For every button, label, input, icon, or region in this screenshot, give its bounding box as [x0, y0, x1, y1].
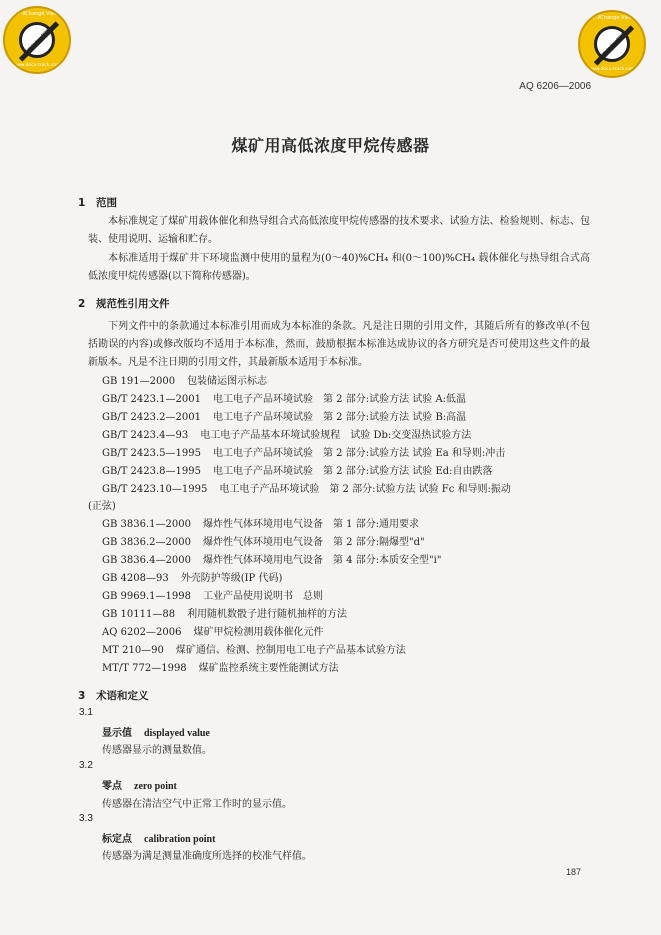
reference-item: GB 10111—88 利用随机数骰子进行随机抽样的方法 [102, 609, 348, 620]
pdf-xchange-stamp-left[interactable] [3, 6, 71, 74]
reference-item: GB 9969.1—1998 工业产品使用说明书 总则 [102, 591, 323, 602]
reference-item: GB/T 2423.8—1995 电工电子产品环境试验 第 2 部分:试验方法 试验 Ed:自由跌落 [102, 466, 493, 477]
reference-item: GB/T 2423.1—2001 电工电子产品环境试验 第 2 部分:试验方法 试验 A:低温 [102, 394, 467, 405]
section-number: 2 [78, 298, 86, 310]
reference-item: GB/T 2423.10—1995 电工电子产品环境试验 第 2 部分:试验方法 试验 Fc 和导则:振动 [102, 484, 511, 495]
section-title: 规范性引用文件 [96, 298, 170, 310]
reference-item: MT 210—90 煤矿通信、检测、控制用电工电子产品基本试验方法 [102, 645, 406, 656]
section-1-heading [78, 195, 117, 210]
section-2-heading [78, 296, 170, 311]
reference-item: GB 191—2000 包装储运图示标志 [102, 376, 268, 387]
term-definition: 传感器在清洁空气中正常工作时的显示值。 [102, 799, 292, 810]
section-2-intro: 下列文件中的条款通过本标准引用而成为本标准的条款。凡是注日期的引用文件，其随后所有的修改单(不包括勘误的内容)或修改版均不适用于本标准，然而，鼓励根据本标准达成协议的各方研究是否可使用这些文件的最新版本。凡是不注日期的引用文件，其最新版本适用于本标准。 [88, 321, 590, 368]
reference-item: GB/T 2423.2—2001 电工电子产品环境试验 第 2 部分:试验方法 试验 B:高温 [102, 412, 467, 423]
reference-item: GB 3836.2—2000 爆炸性气体环境用电气设备 第 2 部分:隔爆型"d" [102, 537, 425, 548]
term-number: 3.3 [79, 813, 93, 824]
reference-continuation: (正弦) [88, 501, 116, 512]
stamp-middle-text: Click to buy NOW! [597, 29, 627, 60]
section-3-heading [78, 688, 149, 703]
reference-item: GB 3836.1—2000 爆炸性气体环境用电气设备 第 1 部分:通用要求 [102, 519, 420, 530]
stamp-middle-text: Click to buy NOW! [22, 25, 52, 56]
section-title: 术语和定义 [96, 690, 149, 702]
reference-item: GB 3836.4—2000 爆炸性气体环境用电气设备 第 4 部分:本质安全型"i" [102, 555, 442, 566]
term-heading: 零点 zero point [102, 781, 177, 792]
term-number: 3.2 [79, 760, 93, 771]
stamp-bottom-text: www.docu-track.com [588, 67, 636, 72]
page-number: 187 [565, 867, 581, 877]
term-heading: 显示值 displayed value [102, 728, 210, 739]
term-number: 3.1 [79, 707, 93, 718]
section-title: 范围 [96, 197, 117, 209]
section-1-paragraph-1: 本标准规定了煤矿用载体催化和热导组合式高低浓度甲烷传感器的技术要求、试验方法、检验规则、标志、包装、使用说明、运输和贮存。 [88, 216, 590, 245]
section-number: 1 [78, 197, 86, 209]
reference-item: GB/T 2423.5—1995 电工电子产品环境试验 第 2 部分:试验方法 试验 Ea 和导则:冲击 [102, 448, 506, 459]
reference-item: GB/T 2423.4—93 电工电子产品基本环境试验规程 试验 Db:交变湿热试验方法 [102, 430, 472, 441]
stamp-bottom-text: www.docu-track.com [13, 63, 61, 68]
standard-code: AQ 6206—2006 [519, 81, 591, 92]
pdf-xchange-stamp-right[interactable] [578, 10, 646, 78]
section-number: 3 [78, 690, 86, 702]
term-definition: 传感器为满足测量准确度所选择的校准气样值。 [102, 851, 312, 862]
reference-item: MT/T 772—1998 煤矿监控系统主要性能测试方法 [102, 663, 339, 674]
reference-item: GB 4208—93 外壳防护等级(IP 代码) [102, 573, 283, 584]
term-heading: 标定点 calibration point [102, 834, 216, 845]
section-1-paragraph-2: 本标准适用于煤矿井下环境监测中使用的量程为(0～40)%CH₄ 和(0～100)%CH₄ 载体催化与热导组合式高低浓度甲烷传感器(以下简称传感器)。 [88, 253, 590, 282]
document-title: 煤矿用高低浓度甲烷传感器 [231, 136, 430, 155]
stamp-top-text: PDF-XChange Viewer [585, 15, 639, 21]
term-definition: 传感器显示的测量数值。 [102, 745, 212, 756]
reference-item: AQ 6202—2006 煤矿甲烷检测用载体催化元件 [102, 627, 324, 638]
stamp-top-text: PDF-XChange Viewer [10, 11, 64, 17]
